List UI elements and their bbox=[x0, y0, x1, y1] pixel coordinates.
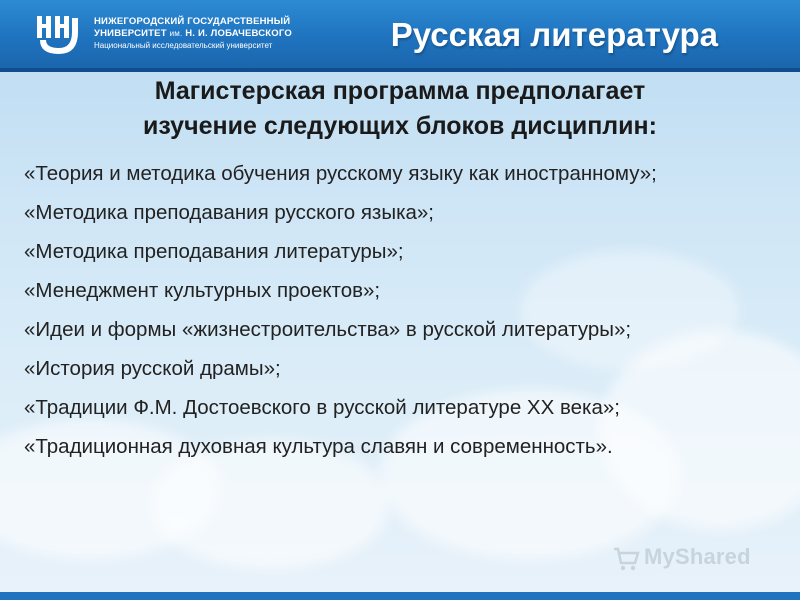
list-item: «Традиции Ф.М. Достоевского в русской литературе XX века»; bbox=[24, 396, 620, 419]
discipline-list bbox=[24, 160, 784, 472]
university-name bbox=[94, 16, 292, 51]
university-line-3: Национальный исследовательский университет bbox=[94, 41, 273, 50]
list-item: «Методика преподавания русского языка»; bbox=[24, 201, 434, 224]
list-item: «Менеджмент культурных проектов»; bbox=[24, 279, 381, 302]
list-item: «Идеи и формы «жизнестроительства» в русской литературы»; bbox=[24, 318, 632, 341]
university-line-1: НИЖЕГОРОДСКИЙ ГОСУДАРСТВЕННЫЙ bbox=[94, 16, 291, 27]
list-item: «Традиционная духовная культура славян и современность». bbox=[24, 435, 613, 458]
section-heading: Магистерская программа предполагает изучение следующих блоков дисциплин: bbox=[143, 77, 657, 140]
cart-icon bbox=[612, 546, 640, 572]
list-item: «Теория и методика обучения русскому языку как иностранному»; bbox=[24, 162, 657, 185]
bottom-bar bbox=[0, 592, 800, 600]
list-item: «Методика преподавания литературы»; bbox=[24, 240, 404, 263]
header-bar bbox=[0, 0, 800, 68]
watermark-text: MyShared bbox=[644, 544, 751, 569]
slide-title: Русская литература bbox=[390, 16, 718, 53]
university-logo-icon bbox=[34, 12, 86, 58]
header-divider bbox=[0, 68, 800, 72]
list-item: «История русской драмы»; bbox=[24, 357, 281, 380]
university-line-2: УНИВЕРСИТЕТ им. Н. И. ЛОБАЧЕВСКОГО bbox=[94, 28, 292, 39]
watermark bbox=[612, 544, 792, 572]
